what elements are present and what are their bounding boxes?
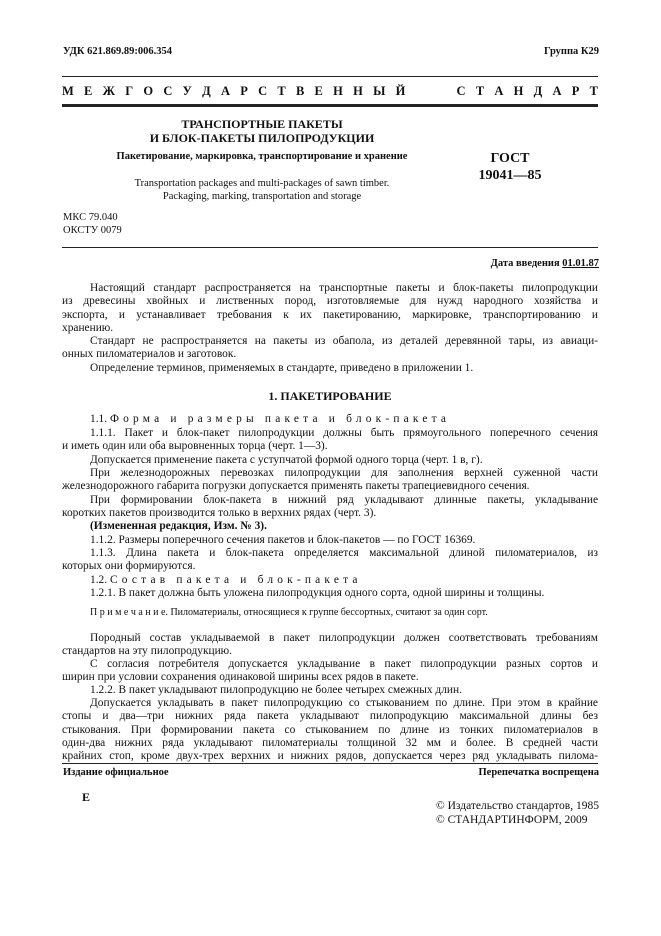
okstu-code: ОКСТУ 0079 [63, 224, 122, 236]
intro-paragraph-1 [62, 282, 598, 335]
subsection-1-2 [62, 574, 598, 587]
subsection-title: Форма и размеры пакета и блок-пакета [109, 413, 451, 425]
copyright-line-1: © Издательство стандартов, 1985 [435, 800, 599, 812]
udk-code: УДК 621.869.89:006.354 [63, 46, 172, 57]
amendment-note: (Измененная редакция, Изм. № 3). [90, 520, 267, 532]
text-line: ширин при условии сохранения одинаковой ширины всех рядов в пакете. [62, 671, 419, 684]
text-line: и иметь один или оба выровненных торца (черт. 1—3). [62, 440, 328, 453]
english-title-line-1: Transportation packages and multi-packages of sawn timber. [134, 178, 390, 189]
gost-number [455, 150, 565, 184]
intro-paragraph-3: Определение терминов, применяемых в стандарте, приведено в приложении 1. [90, 362, 474, 374]
clause-1-2-2: 1.2.2. В пакет укладывают пилопродукцию не более четырех смежных длин. [90, 684, 462, 696]
subsection-number: 1.2. [90, 574, 108, 586]
note-text: Пиломатериалы, относящиеся к группе бессортных, считают за один сорт. [170, 607, 488, 618]
text-line: стыкования. При формировании пакета со стыкованием по длине из тонких пиломатериалов в [62, 723, 598, 736]
gost-code: 19041—85 [478, 168, 542, 183]
reprint-notice: Перепечатка воспрещена [478, 767, 599, 778]
text-line: Настоящий стандарт распространяется на транспортные пакеты и блок-пакеты пилопродукции [90, 282, 598, 294]
standard-banner: М Е Ж Г О С У Д А Р С Т В Е Н Н Ы Й С Т А Н Д А Р Т [62, 84, 598, 98]
text-line: Стандарт не распространяется на пакеты из обапола, из деталей деревянной тары, из авиаци- [90, 335, 598, 347]
title-line-1: ТРАНСПОРТНЫЕ ПАКЕТЫ [181, 117, 343, 131]
section-heading: 1. ПАКЕТИРОВАНИЕ [268, 389, 392, 403]
text-line: 1.1.3. Длина пакета и блок-пакета определяется максимальной длиной пиломатериалов, из [90, 547, 598, 559]
official-edition: Издание официальное [63, 767, 169, 778]
banner-rule [62, 104, 598, 107]
text-line: коротких пакетов производится только в верхних рядах (черт. 3). [62, 507, 377, 520]
clause-1-1-1 [62, 427, 598, 454]
clause-1-1-2: 1.1.2. Размеры поперечного сечения пакетов и блок-пакетов — по ГОСТ 16369. [90, 534, 476, 546]
english-title [62, 177, 462, 203]
stepped-package-paragraph: Допускается применение пакета с уступчатой формой одного торца (черт. 1 в, г). [90, 454, 483, 466]
text-line: железнодорожного габарита погрузки допускается применять пакеты трапециевидного сечения. [62, 480, 530, 493]
note [62, 606, 598, 619]
species-paragraph [62, 632, 598, 659]
text-line: Породный состав укладываемой в пакет пилопродукции должен соответствовать требованиям [90, 632, 598, 644]
text-line: стопы и два—три нижних ряда пакета укладывают пилопродукцию максимальной длины без [62, 710, 598, 723]
intro-paragraph-2 [62, 335, 598, 362]
text-line: крайних стоп, кроме двух-трех верхних и нижних рядов, допускается через ряд укладывать пилома- [62, 750, 598, 763]
rail-transport-paragraph [62, 467, 598, 494]
edition-letter: Е [82, 790, 91, 804]
top-rule [62, 76, 598, 77]
title-rule [62, 247, 598, 248]
mks-code: МКС 79.040 [63, 212, 118, 223]
joint-length-paragraph [62, 697, 598, 763]
note-label: П р и м е ч а н и е. [90, 607, 168, 618]
document-subtitle: Пакетирование, маркировка, транспортирование и хранение [116, 151, 408, 162]
text-line: При железнодорожных перевозках пилопродукции для заполнения верхней суженной части [90, 467, 598, 479]
copyright-block [436, 799, 599, 827]
document-title [62, 117, 462, 145]
introduction-date-value: 01.01.87 [562, 258, 599, 269]
text-line: Допускается укладывать в пакет пилопродукцию со стыкованием по длине. При этом в крайние [90, 697, 598, 709]
text-line: один-два нижних ряда укладывают пиломатериалы толщиной 32 мм и более. В средней части [62, 736, 598, 749]
clause-1-2-1: 1.2.1. В пакет должна быть уложена пилопродукция одного сорта, одной ширины и толщины. [90, 587, 545, 599]
text-line: С согласия потребителя допускается укладывание в пакет пилопродукции разных сортов и [90, 658, 598, 670]
consumer-agreement-paragraph [62, 658, 598, 685]
subsection-1-1 [62, 413, 598, 426]
introduction-date [491, 258, 599, 269]
text-line: онных пиломатериалов и заготовок. [62, 348, 237, 361]
gost-label: ГОСТ [490, 151, 530, 166]
block-package-paragraph [62, 494, 598, 521]
classification-codes [63, 212, 122, 237]
text-line: которых они формируются. [62, 560, 196, 573]
text-line: экспорта, и устанавливает требования к их пакетированию, маркировке, транспортированию и [62, 308, 598, 321]
subsection-number: 1.1. [90, 413, 108, 425]
text-line: хранению. [62, 321, 114, 334]
text-line: из древесины хвойных и лиственных пород, изготовляемые для нужд народного хозяйства и [62, 295, 598, 308]
clause-1-1-3 [62, 547, 598, 574]
introduction-date-label: Дата введения [490, 258, 560, 269]
copyright-line-2: © СТАНДАРТИНФОРМ, 2009 [435, 814, 588, 826]
text-line: стандартов на эту пилопродукцию. [62, 645, 233, 658]
group-code: Группа К29 [543, 46, 599, 57]
text-line: При формировании блок-пакета в нижний ряд укладывают длинные пакеты, укладывание [90, 494, 598, 506]
footer-rule [62, 763, 598, 764]
title-line-2: И БЛОК-ПАКЕТЫ ПИЛОПРОДУКЦИИ [149, 131, 375, 145]
english-title-line-2: Packaging, marking, transportation and storage [162, 191, 362, 202]
subsection-title: Состав пакета и блок-пакета [109, 574, 362, 586]
text-line: 1.1.1. Пакет и блок-пакет пилопродукции должны быть прямоугольного поперечного сечения [90, 427, 598, 439]
